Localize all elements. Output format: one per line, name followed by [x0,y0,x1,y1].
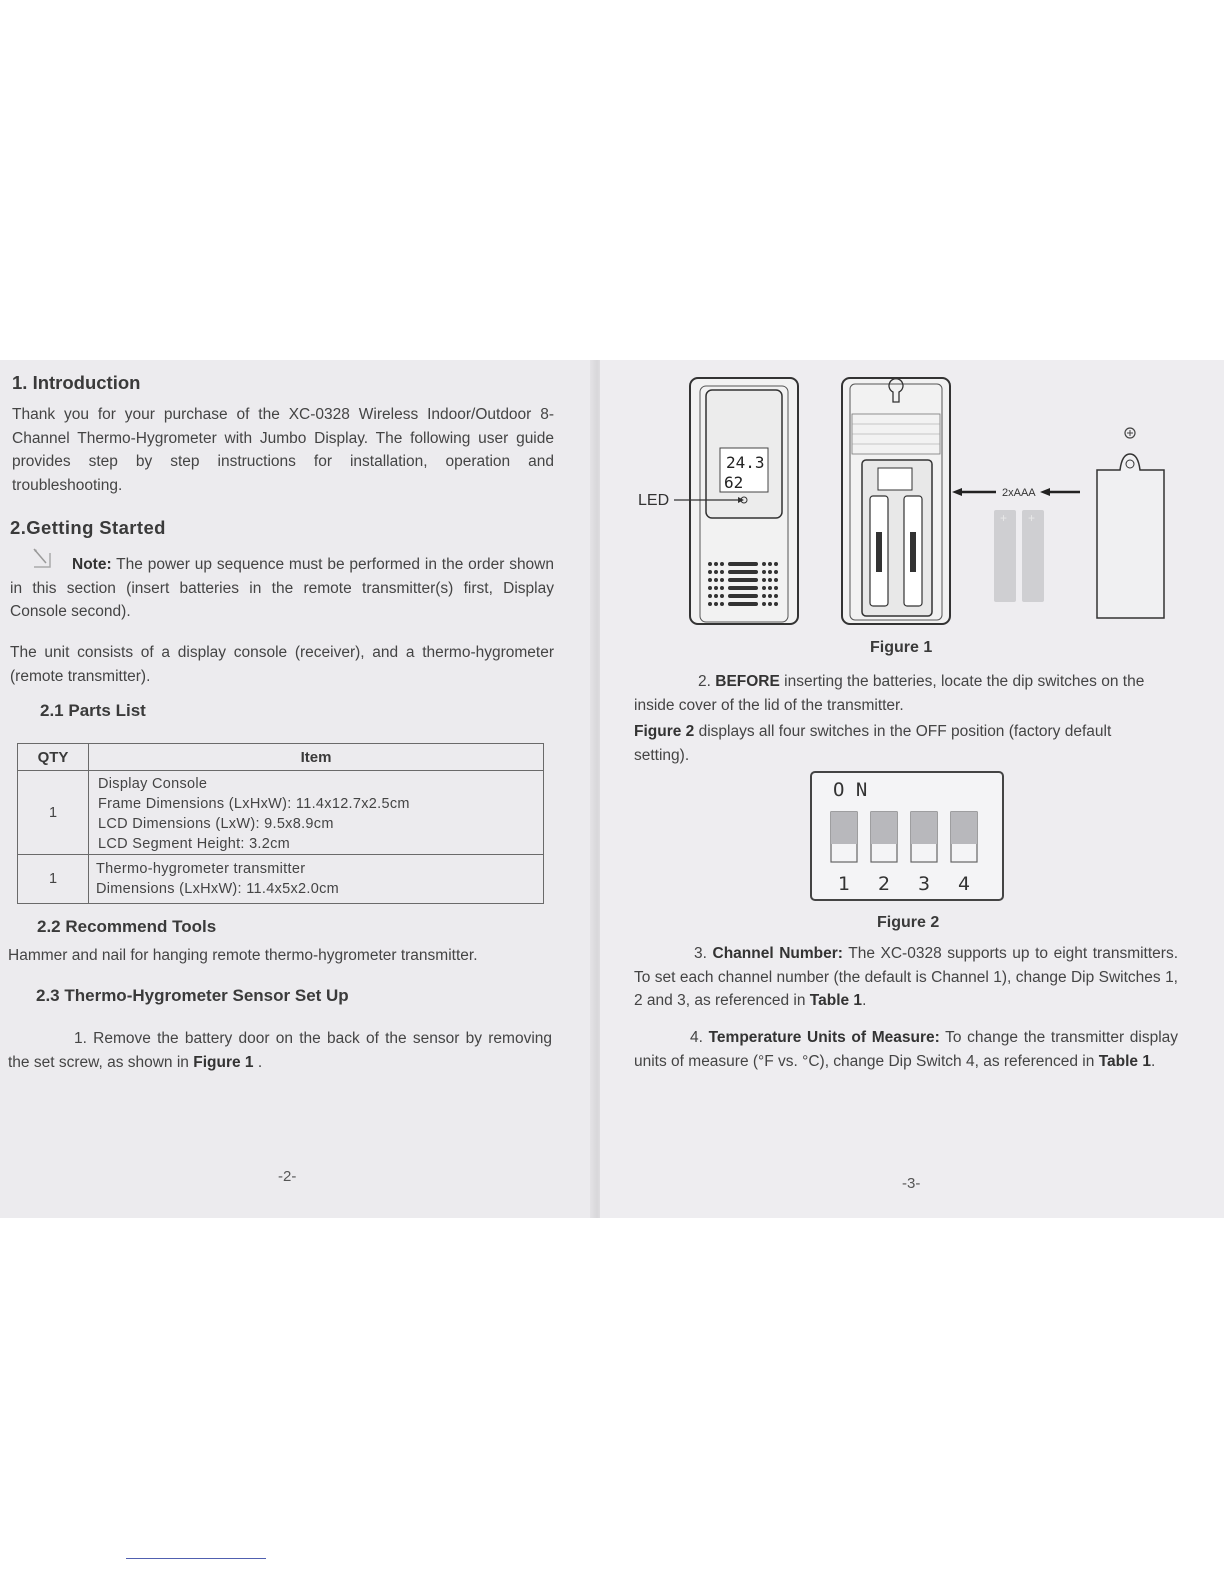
item-cell [89,855,544,904]
step2-bold: BEFORE [715,673,780,690]
led-label: LED [638,492,670,509]
figure1-caption: Figure 1 [870,639,933,656]
parts-list-heading: 2.1 Parts List [40,701,146,720]
step3-bold: Channel Number: [712,945,843,962]
step3-text: The XC-0328 supports up to eight transmitters. To set each channel number (the default is Channel 1), change Dip Switches 1, 2 and 3, as referenced in [634,945,1179,1009]
note-label: Note: [72,556,112,573]
manual-spread [0,360,1224,1218]
qty-cell: 1 [18,771,89,855]
battery-label: 2xAAA [1002,487,1036,499]
page-number-left: -2- [278,1168,297,1185]
item-line: LCD Segment Height: 3.2cm [98,836,291,852]
step3-end: . [862,992,867,1009]
tools-heading: 2.2 Recommend Tools [37,917,217,936]
parts-table-header [18,744,544,771]
transmitter-back [842,378,950,624]
step1-text: 1. Remove the battery door on the back of the sensor by removing the set screw, as shown in [8,1030,552,1071]
step2-number: 2. [698,673,711,690]
step3-table-ref: Table 1 [809,992,863,1009]
item-line: Display Console [98,776,208,792]
dip-switch-figure [809,770,1005,902]
qty-cell: 1 [18,855,89,904]
note-pencil-icon [32,547,52,569]
table-row [18,771,544,855]
step1-paragraph [8,1027,552,1074]
dip-on-label: O N [833,779,868,801]
battery-door [1097,428,1164,618]
getting-started-heading: 2.Getting Started [10,517,166,538]
switch-number: 3 [918,873,931,895]
parts-table [17,743,544,904]
step3-paragraph [634,942,1178,1013]
item-line: Frame Dimensions (LxHxW): 11.4x12.7x2.5cm [98,796,410,812]
step4-end: . [1150,1052,1156,1070]
lcd-temp: 24.3 [726,453,765,472]
switch-number: 1 [838,873,851,895]
dip-switch-3 [911,812,937,862]
tools-text: Hammer and nail for hanging remote thermo-hygrometer transmitter. [8,947,478,964]
sensor-heading: 2.3 Thermo-Hygrometer Sensor Set Up [36,986,349,1005]
fig2-description [634,720,1166,767]
left-page [0,360,596,1218]
item-line: Thermo-hygrometer transmitter [96,861,306,877]
item-cell [89,771,544,855]
step4-bold: Temperature Units of Measure: [708,1029,940,1046]
fig2-text: displays all four switches in the OFF position (factory default setting). [634,723,1112,764]
switch-number: 4 [958,873,971,895]
right-page [600,360,1224,1218]
step4-paragraph [634,1026,1178,1073]
step2-paragraph [634,670,1166,717]
aaa-batteries [994,510,1044,602]
table-row [18,855,544,904]
intro-text: Thank you for your purchase of the XC-0328 Wireless Indoor/Outdoor 8-Channel Thermo-Hygrometer with Jumbo Display. The following user guide provides step by step instructions for installation, operation and troubleshooting. [12,406,554,494]
dip-switch-1 [831,812,857,862]
lcd-humidity: 62 [724,473,744,492]
switch-number: 2 [878,873,891,895]
figure2-caption: Figure 2 [877,914,940,931]
page-number-right: -3- [902,1175,921,1192]
step4-table-ref: Table 1 [1098,1052,1151,1070]
svg-text:+: + [1028,511,1036,525]
item-line: Dimensions (LxHxW): 11.4x5x2.0cm [96,881,340,897]
unit-text: The unit consists of a display console (receiver), and a thermo-hygrometer (remote transmitter). [10,644,554,685]
step3-number: 3. [694,945,707,962]
fig2-ref: Figure 2 [634,723,695,740]
svg-text:+: + [1000,511,1008,525]
note-text: The power up sequence must be performed in the order shown in this section (insert batteries in the remote transmitter(s) first, Display Console second). [10,556,554,620]
qty-header: QTY [18,744,89,771]
step1-end: . [257,1053,263,1071]
step1-figure-ref: Figure 1 [193,1053,254,1071]
item-header: Item [89,744,544,771]
step2-text: inserting the batteries, locate the dip switches on the inside cover of the lid of the transmitter. [634,673,1145,714]
step4-text: To change the transmitter display units of measure (°F vs. °C), change Dip Switch 4, as referenced in [634,1029,1179,1070]
figure1-illustration [630,372,1210,642]
dip-switch-4 [951,812,977,862]
step4-number: 4. [690,1029,703,1046]
dip-switch-2 [871,812,897,862]
item-line: LCD Dimensions (LxW): 9.5x8.9cm [98,816,334,832]
intro-heading: 1. Introduction [12,372,141,393]
note-paragraph [10,553,554,624]
footnote-rule [126,1558,266,1559]
